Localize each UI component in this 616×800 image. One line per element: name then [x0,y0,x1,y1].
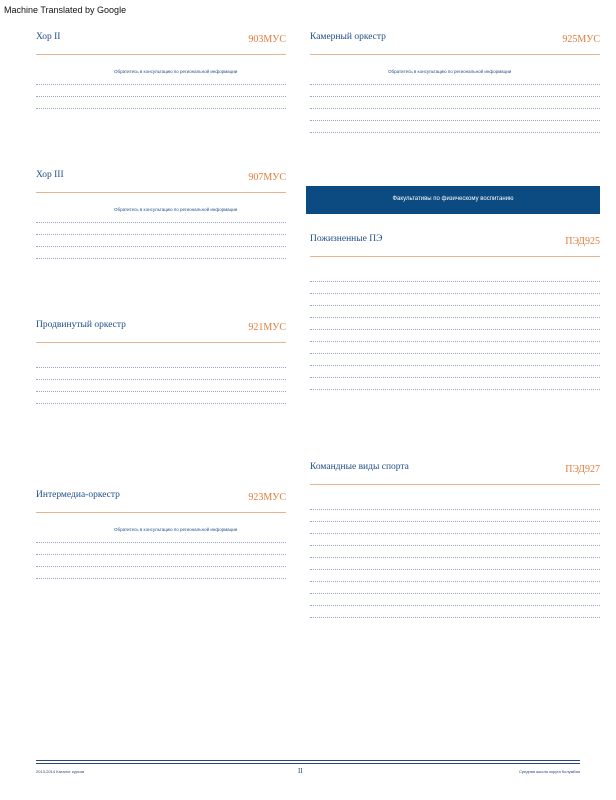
course-title: Пожизненные ПЭ [310,234,383,244]
course-meta [310,63,600,74]
course-code: 923МУС [248,492,286,503]
course-title: Командные виды спорта [310,462,409,472]
course-921 [36,318,286,407]
course-925 [310,30,600,136]
course-description [310,281,600,393]
course-description [36,542,286,582]
course-note: Обратитесь в консультацию по региональной информации [114,527,238,532]
course-note: Обратитесь в консультацию по региональной информации [114,69,238,74]
course-title: Продвинутый оркестр [36,320,126,330]
course-title: Интермедиа-оркестр [36,490,120,500]
banner-text: Machine Translated by Google [4,5,127,15]
course-description [36,367,286,407]
course-meta [310,493,600,499]
course-title: Хор III [36,170,64,180]
course-meta [310,265,600,271]
course-description [310,509,600,621]
section-banner-text: Факультативы по физическому воспитанию [392,196,514,202]
course-code: ПЭД927 [565,464,600,475]
course-meta [36,351,286,357]
course-title: Камерный оркестр [310,32,386,42]
course-description [36,222,286,262]
course-meta [36,521,286,532]
course-903 [36,30,286,112]
divider [36,192,286,193]
page-number: II [298,767,303,775]
divider [310,54,600,55]
course-note: Обратитесь в консультацию по региональной информации [114,207,238,212]
course-pe925 [310,232,600,393]
course-code: 921МУС [248,322,286,333]
divider [310,484,600,485]
course-description [36,84,286,112]
page-footer [36,760,580,775]
section-banner [306,186,600,214]
machine-translation-banner [0,0,616,22]
course-description [310,84,600,136]
footer-left: 2013-2014 Каталог курсов [36,769,85,774]
footer-right: Средняя школа округа Колумбия [518,769,580,774]
divider [36,342,286,343]
course-923 [36,488,286,582]
divider [310,256,600,257]
course-code: 907МУС [248,172,286,183]
divider [36,54,286,55]
course-meta [36,63,286,74]
course-pe927 [310,460,600,621]
course-code: 925МУС [562,34,600,45]
course-title: Хор II [36,32,61,42]
course-meta [36,201,286,212]
course-note: Обратитесь в консультацию по региональной информации [388,69,512,74]
course-code: ПЭД925 [565,236,600,247]
course-907 [36,168,286,262]
course-code: 903МУС [248,34,286,45]
divider [36,512,286,513]
